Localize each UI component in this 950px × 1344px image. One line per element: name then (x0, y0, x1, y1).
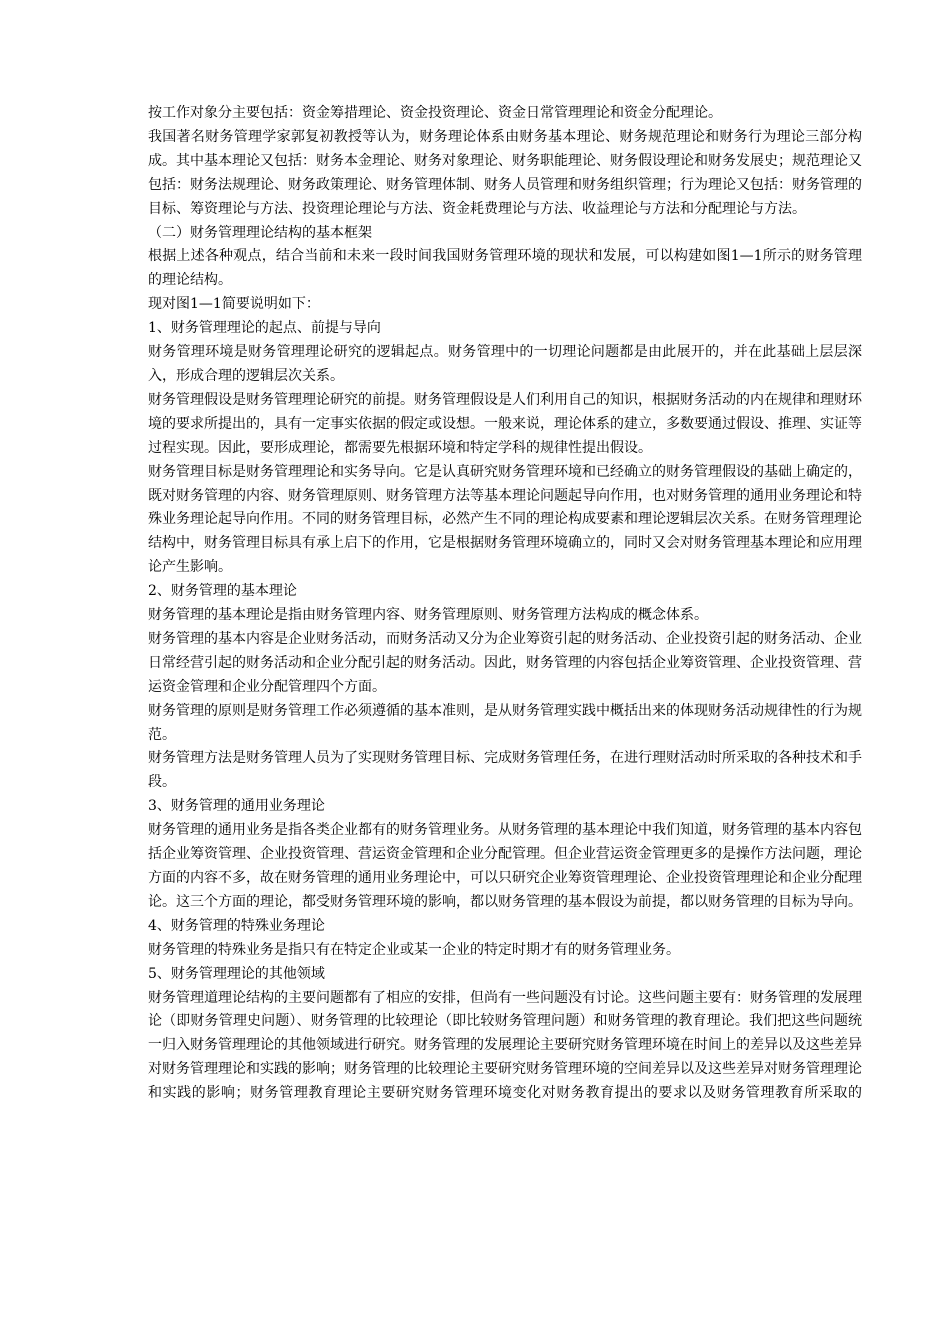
paragraph: 我国著名财务管理学家郭复初教授等认为，财务理论体系由财务基本理论、财务规范理论和财务行为理论三部分构成。其中基本理论又包括：财务本金理论、财务对象理论、财务职能理论、财务假设理论和财务发展史；规范理论又包括：财务法规理论、财务政策理论、财务管理体制、财务人员管理和财务组织管理；行为理论又包括：财务管理的目标、筹资理论与方法、投资理论理论与方法、资金耗费理论与方法、收益理论与方法和分配理论与方法。 (148, 128, 862, 217)
paragraph: 财务管理目标是财务管理理论和实务导向。它是认真研究财务管理环境和已经确立的财务管理假设的基础上确定的，既对财务管理的内容、财务管理原则、财务管理方法等基本理论问题起导向作用，也对财务管理的通用业务理论和特殊业务理论起导向作用。不同的财务管理目标，必然产生不同的理论构成要素和理论逻辑层次关系。在财务管理理论结构中，财务管理目标具有承上启下的作用，它是根据财务管理环境确立的，同时又会对财务管理基本理论和应用理论产生影响。 (148, 463, 862, 576)
paragraph: 财务管理的特殊业务是指只有在特定企业或某一企业的特定时期才有的财务管理业务。 (148, 941, 680, 958)
paragraph: 财务管理的基本内容是企业财务活动，而财务活动又分为企业筹资引起的财务活动、企业投资引起的财务活动、企业日常经营引起的财务活动和企业分配引起的财务活动。因此，财务管理的内容包括企业筹资管理、企业投资管理、营运资金管理和企业分配管理四个方面。 (148, 630, 862, 695)
paragraph: 财务管理的基本理论是指由财务管理内容、财务管理原则、财务管理方法构成的概念体系。 (148, 607, 708, 624)
document-page (148, 102, 862, 1106)
paragraph: 根据上述各种观点，结合当前和未来一段时间我国财务管理环境的现状和发展，可以构建如图1—1所示的财务管理的理论结构。 (148, 248, 862, 289)
subsection-heading: 3、财务管理的通用业务理论 (148, 798, 325, 815)
paragraph: 财务管理道理论结构的主要问题都有了相应的安排，但尚有一些问题没有讨论。这些问题主要有：财务管理的发展理论（即财务管理史问题）、财务管理的比较理论（即比较财务管理问题）和财务管理的教育理论。我们把这些问题统一归入财务管理理论的其他领域进行研究。财务管理的发展理论主要研究财务管理环境在时间上的差异以及这些差异对财务管理理论和实践的影响；财务管理的比较理论主要研究财务管理环境的空间差异以及这些差异对财务管理理论和实践的影响；财务管理教育理论主要研究财务管理环境变化对财务教育提出的要求以及财务管理教育所采取的 (148, 989, 862, 1102)
subsection-heading: 5、财务管理理论的其他领域 (148, 965, 325, 982)
paragraph: 财务管理假设是财务管理理论研究的前提。财务管理假设是人们利用自己的知识，根据财务活动的内在规律和理财环境的要求所提出的，具有一定事实依据的假定或设想。一般来说，理论体系的建立，多数要通过假设、推理、实证等过程实现。因此，要形成理论，都需要先根据环境和特定学科的规律性提出假设。 (148, 391, 862, 456)
paragraph: 财务管理方法是财务管理人员为了实现财务管理目标、完成财务管理任务，在进行理财活动时所采取的各种技术和手段。 (148, 750, 862, 791)
paragraph: 现对图1—1简要说明如下： (148, 296, 320, 313)
subsection-heading: 4、财务管理的特殊业务理论 (148, 917, 325, 934)
subsection-heading: 1、财务管理理论的起点、前提与导向 (148, 320, 381, 337)
paragraph: 财务管理的原则是财务管理工作必须遵循的基本准则，是从财务管理实践中概括出来的体现财务活动规律性的行为规范。 (148, 702, 862, 743)
paragraph: 按工作对象分主要包括：资金筹措理论、资金投资理论、资金日常管理理论和资金分配理论。 (148, 105, 722, 121)
subsection-heading: 2、财务管理的基本理论 (148, 583, 297, 600)
paragraph: 财务管理环境是财务管理理论研究的逻辑起点。财务管理中的一切理论问题都是由此展开的，并在此基础上层层深入，形成合理的逻辑层次关系。 (148, 344, 862, 384)
paragraph: 财务管理的通用业务是指各类企业都有的财务管理业务。从财务管理的基本理论中我们知道，财务管理的基本内容包括企业筹资管理、企业投资管理、营运资金管理和企业分配管理。但企业营运资金管理更多的是操作方法问题，理论方面的内容不多，故在财务管理的通用业务理论中，可以只研究企业筹资管理理论、企业投资管理理论和企业分配理论。这三个方面的理论，都受财务管理环境的影响，都以财务管理的基本假设为前提，都以财务管理的目标为导向。 (148, 822, 862, 910)
section-heading: （二）财务管理理论结构的基本框架 (148, 224, 372, 241)
